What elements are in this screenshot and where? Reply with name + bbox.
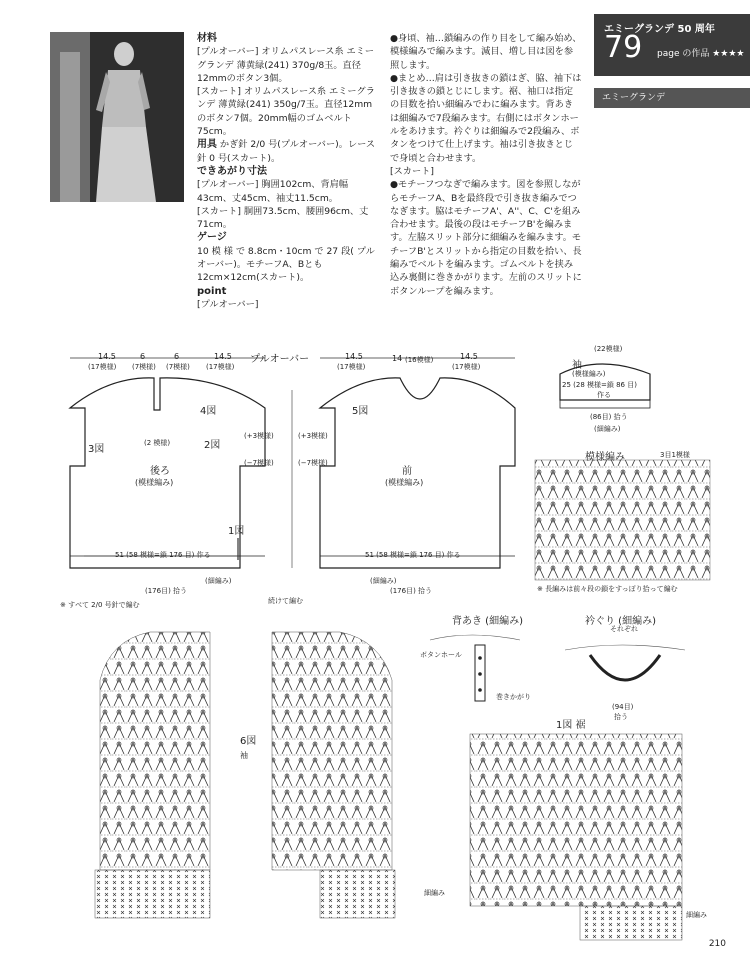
size-skirt: [スカート] 胴囲73.5cm、腰囲96cm、丈71cm。 — [197, 205, 369, 231]
instr-body: ●身頃、袖…鎖編みの作り目をして編み始め、模様編みで編みます。減目、増し目は図を参照します。 — [390, 33, 582, 71]
instructions-column — [390, 32, 582, 298]
sleeve-pick: (86目) 拾う — [590, 413, 628, 421]
minus7-left: (−7模様) — [244, 459, 274, 467]
pick-right: (176目) 拾う — [390, 587, 433, 595]
plus3-left: (+3模様) — [244, 432, 274, 440]
w1b: (17模様) — [88, 363, 117, 371]
w3: 6 — [174, 352, 180, 361]
sc-label-right: 細編み — [686, 911, 707, 919]
hem-title: 1図 裾 — [556, 720, 586, 731]
point-sub: [プルオーバー] — [197, 298, 259, 310]
w1: 14.5 — [98, 352, 116, 361]
sleeve-chart-right — [272, 632, 392, 870]
fig6-label: 6図 — [240, 736, 257, 747]
gauge-heading: ゲージ — [197, 232, 227, 244]
header-number: 79 — [604, 30, 643, 65]
instr-skirt: ●モチーフつなぎで編みます。図を参照しながらモチーフA、Bを最終段で引き抜き編みでつなぎます。脇はモチーフA'、A''、C、C'を組み合わせます。最後の段はモチーフB'を編みます。左脇スリット部分に細編みを編みます。モチーフB'とスリットから指定の目数を拾い、長編みでベルトを編みます。ゴムベルトを挟み込み裏側に巻きかがります。左前のスリットにボタンループを編みます。 — [390, 179, 582, 297]
sleeve-sub: (模様編み) — [572, 370, 606, 378]
back-sub: (模様編み) — [135, 478, 174, 487]
minus7-right: (−7模様) — [298, 459, 328, 467]
materials-skirt: [スカート] オリムパスレース糸 エミーグランデ 薄黄緑(241) 350g/7玉。直径12mmのボタン7個。20mm幅のゴムベルト75cm。 — [197, 86, 375, 138]
plus3-right: (+3模様) — [298, 432, 328, 440]
sleeve-title: 袖 — [572, 360, 582, 371]
back-title: 後ろ — [150, 466, 170, 477]
opening-label: (2 模様) — [144, 439, 171, 447]
neck-pick: (94目) — [612, 703, 634, 711]
point-heading: point — [197, 285, 227, 297]
sleeve-rib: (細編み) — [594, 425, 621, 433]
w4b: (17模様) — [206, 363, 235, 371]
base-left: 51 (58 模様=鎖 176 目) 作る — [115, 551, 211, 559]
diagram-drawing — [0, 340, 750, 955]
sleeve-base: 25 (28 模様=鎖 86 目) — [562, 381, 637, 389]
header-subtitle: page の作品 ★★★★ — [657, 49, 745, 59]
tools-text: かぎ針 2/0 号(プルオーバー)。レース針 0 号(スカート)。 — [197, 139, 376, 164]
tools-heading: 用具 — [197, 139, 217, 151]
continue-label: 続けて編む — [268, 597, 303, 605]
needle-note: ※ すべて 2/0 号針で編む — [60, 601, 140, 609]
w2: 6 — [140, 352, 146, 361]
size-heading: できあがり寸法 — [197, 165, 267, 177]
neckline-band — [590, 655, 660, 680]
w5b: (17模様) — [337, 363, 366, 371]
pattern-title: 模様編み — [585, 452, 625, 463]
pick-left: (176目) 拾う — [145, 587, 188, 595]
w6b: (16模様) — [405, 356, 434, 364]
instr-skirt-head: [スカート] — [390, 165, 434, 177]
fig5-label: 5図 — [352, 406, 369, 417]
page-header — [594, 14, 750, 76]
sleeve-make: 作る — [597, 391, 611, 399]
size-pullover: [プルオーバー] 胸囲102cm、背肩幅43cm、丈45cm、袖丈11.5cm。 — [197, 179, 349, 204]
sleeve-chart-left — [100, 632, 210, 870]
pattern-note: ※ 長編みは前々段の鎖をすっぽり拾って編む — [537, 585, 678, 593]
materials-pullover: [プルオーバー] オリムパスレース糸 エミーグランデ 薄黄緑(241) 370g/8玉。直径12mmのボタン3個。 — [197, 46, 375, 84]
pullover-label: プルオーバー — [250, 354, 310, 365]
photo-figure — [50, 32, 184, 202]
sc-label-left: 細編み — [424, 889, 445, 897]
fig2-label: 2図 — [204, 440, 221, 451]
pattern-rep: 3目1模様 — [660, 451, 690, 459]
sleeve-top: (22模様) — [594, 345, 623, 353]
instr-finish: ●まとめ…肩は引き抜きの鎖はぎ、脇、袖下は引き抜きの鎖とじにします。裾、袖口は指定の目数を拾い細編みでわに編みます。背あきは細編みで7段編みます。右側にはボタンホールをあけます。衿ぐりは細編みで2段編み、ボタンをつけて仕上げます。袖は引き抜きとじで身頃と合わせます。 — [390, 72, 582, 164]
w3b: (7模様) — [166, 363, 190, 371]
materials-column — [197, 32, 379, 311]
w4: 14.5 — [214, 352, 232, 361]
knitting-diagram — [0, 340, 750, 955]
wrap-label: 巻きかがり — [496, 693, 531, 701]
w2b: (7模様) — [132, 363, 156, 371]
gauge-text: 10 模 様 で 8.8cm・10cm で 27 段( プルオーバー)。モチーフA、Bとも12cm×12cm(スカート)。 — [197, 245, 375, 284]
fig4-label: 4図 — [200, 406, 217, 417]
materials-heading: 材料 — [197, 33, 217, 44]
front-outline — [320, 378, 515, 568]
pattern-chart — [535, 460, 710, 580]
w7b: (17模様) — [452, 363, 481, 371]
back-opening-title: 背あき (細編み) — [452, 616, 523, 627]
fig1-label: 1図 — [228, 526, 245, 537]
neck-each: それぞれ — [610, 625, 638, 633]
rib-left: (細編み) — [205, 577, 232, 585]
front-sub: (模様編み) — [385, 478, 424, 487]
fig3-label: 3図 — [88, 444, 105, 455]
w7: 14.5 — [460, 352, 478, 361]
header-bar: エミーグランデ — [594, 88, 750, 108]
sleeve-chart-label: 袖 — [240, 751, 248, 760]
model-photo — [50, 32, 184, 202]
rib-right: (細編み) — [370, 577, 397, 585]
w5: 14.5 — [345, 352, 363, 361]
neck-title: 衿ぐり (細編み) — [585, 616, 656, 627]
base-right: 51 (58 模様=鎖 176 目) 作る — [365, 551, 461, 559]
buttonhole-label: ボタンホール — [420, 651, 462, 659]
page-number: 210 — [708, 939, 726, 949]
front-title: 前 — [402, 466, 412, 477]
w6: 14 — [392, 354, 403, 363]
neck-pick2: 拾う — [614, 713, 628, 721]
header-title: エミーグランデ 50 周年 — [604, 24, 715, 35]
hem-chart — [470, 734, 682, 906]
